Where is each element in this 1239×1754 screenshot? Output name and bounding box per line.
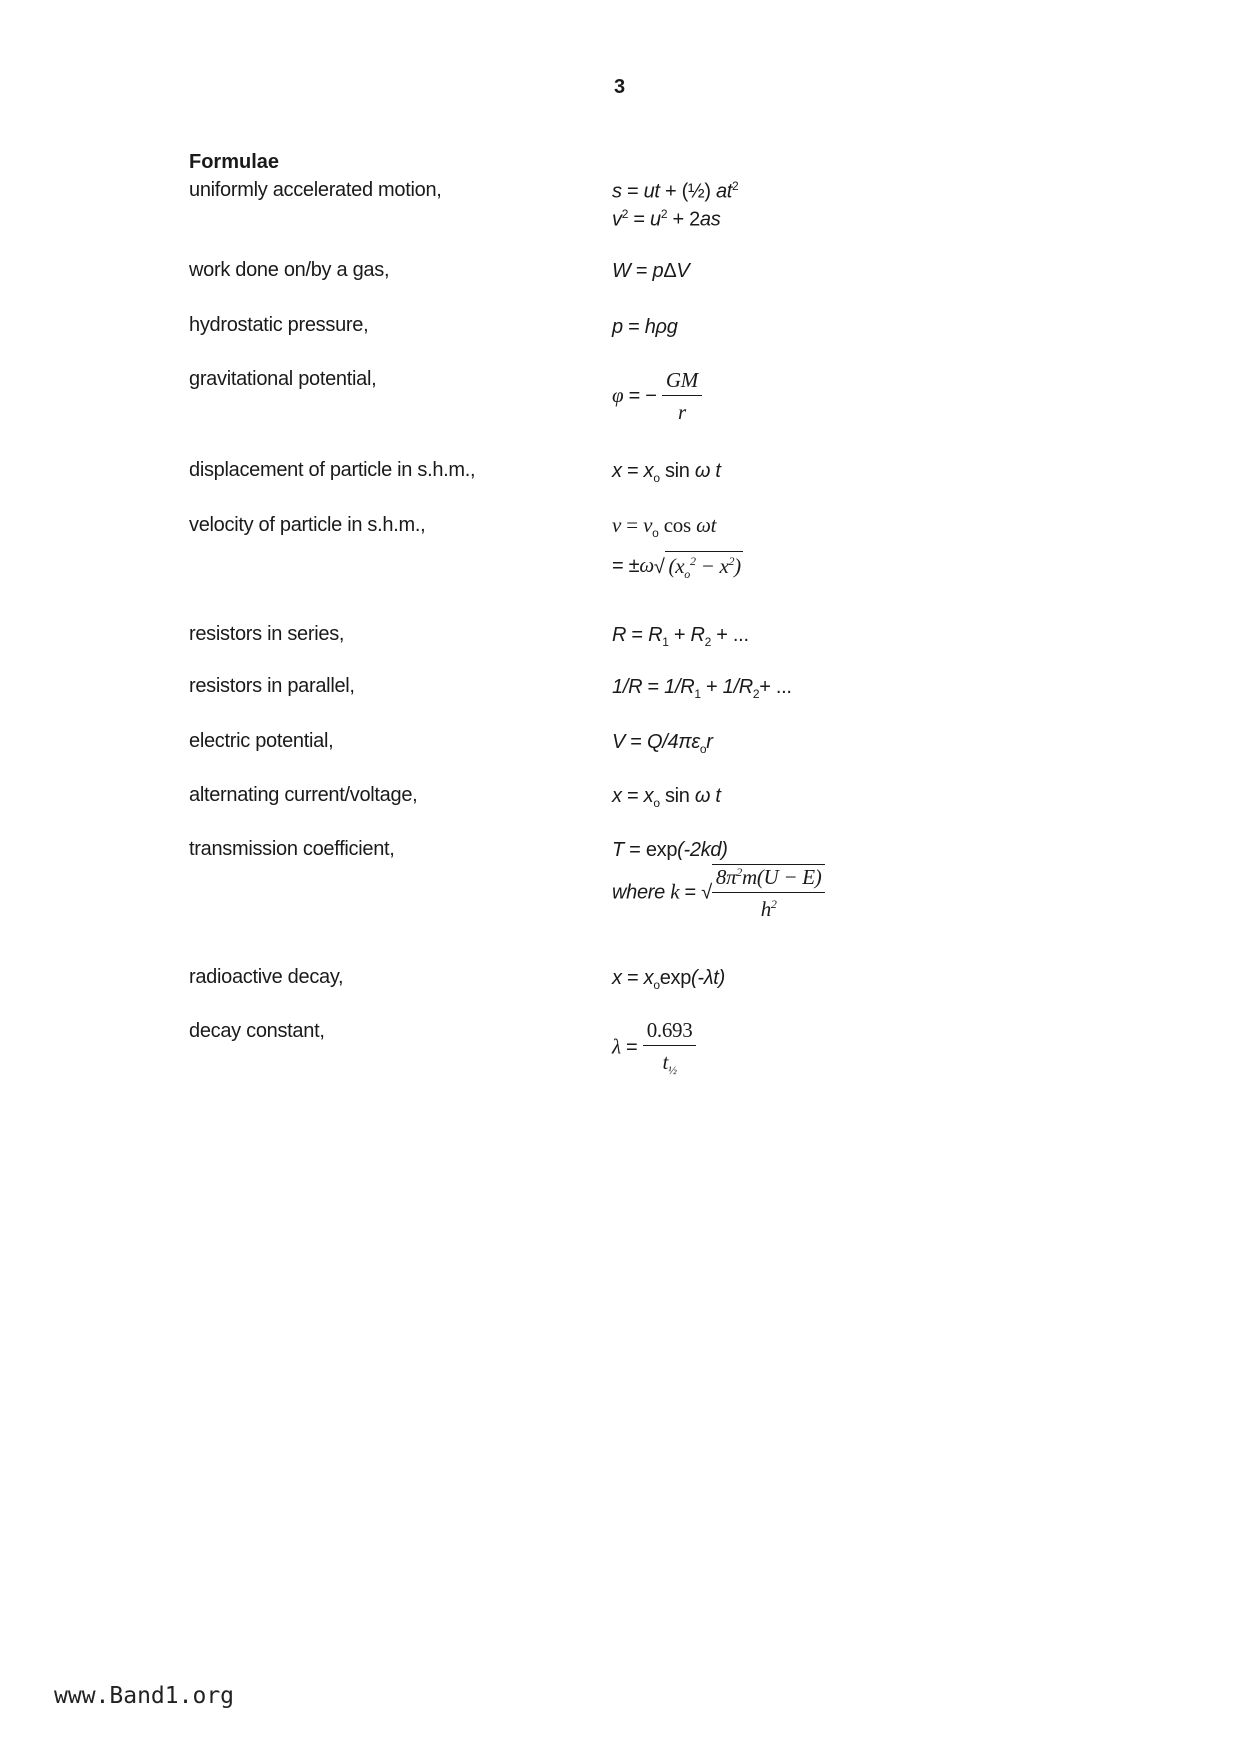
formula-transmission-2: where k = √ $\frac{8\pi^2m(U - E)}{h^2}$ <box>612 864 825 922</box>
label-electric-potential: electric potential, <box>189 730 334 752</box>
formula-hydrostatic: p = hρg <box>612 316 678 338</box>
formula-uniform-motion-2: $v^2 = u^2 + 2as$ <box>612 207 721 231</box>
formula-electric-potential: $V = Q/4\pi\varepsilon_or$ <box>612 731 713 756</box>
label-resistors-parallel: resistors in parallel, <box>189 675 355 697</box>
label-shm-velocity: velocity of particle in s.h.m., <box>189 514 426 536</box>
formula-resistors-parallel: $1/R = 1/R_1 + 1/R_2+$ ... <box>612 676 792 701</box>
page-number: 3 <box>614 76 626 98</box>
formula-shm-displacement: $x = x_o$ sin ω t <box>612 460 721 485</box>
label-alternating-current: alternating current/voltage, <box>189 784 418 806</box>
formula-alternating-current: $x = x_o$ sin ω t <box>612 785 721 810</box>
formula-shm-velocity-1: $v = v_o$ cos ωt <box>612 513 717 540</box>
formula-resistors-series: $R = R_1 + R_2$ + ... <box>612 624 749 649</box>
label-radioactive-decay: radioactive decay, <box>189 966 344 988</box>
label-hydrostatic: hydrostatic pressure, <box>189 314 369 336</box>
formula-decay-constant: λ = $\frac{0.693}{t_{\frac{1}{2}}}$ <box>612 1018 696 1078</box>
formula-gravitational-potential: φ = − $\frac{GM}{r}$ <box>612 368 702 425</box>
label-shm-displacement: displacement of particle in s.h.m., <box>189 459 476 481</box>
formula-work-done: W = pΔV <box>612 260 690 282</box>
formula-uniform-motion-1: s = ut + (½) $at^2$ <box>612 179 739 203</box>
label-gravitational-potential: gravitational potential, <box>189 368 377 390</box>
label-resistors-series: resistors in series, <box>189 623 345 645</box>
formula-shm-velocity-2: = ±ω√ $(x_o^2 - x^2)$ <box>612 552 741 582</box>
label-decay-constant: decay constant, <box>189 1020 325 1042</box>
label-work-done: work done on/by a gas, <box>189 259 390 281</box>
formula-transmission-1: T = exp(-2kd) <box>612 839 728 861</box>
formula-radioactive-decay: $x = x_o\exp(-\lambda t)$ <box>612 967 725 992</box>
footer-url: www.Band1.org <box>54 1683 235 1709</box>
label-uniform-motion: uniformly accelerated motion, <box>189 179 442 201</box>
section-heading: Formulae <box>189 151 280 173</box>
label-transmission-coefficient: transmission coefficient, <box>189 838 395 860</box>
